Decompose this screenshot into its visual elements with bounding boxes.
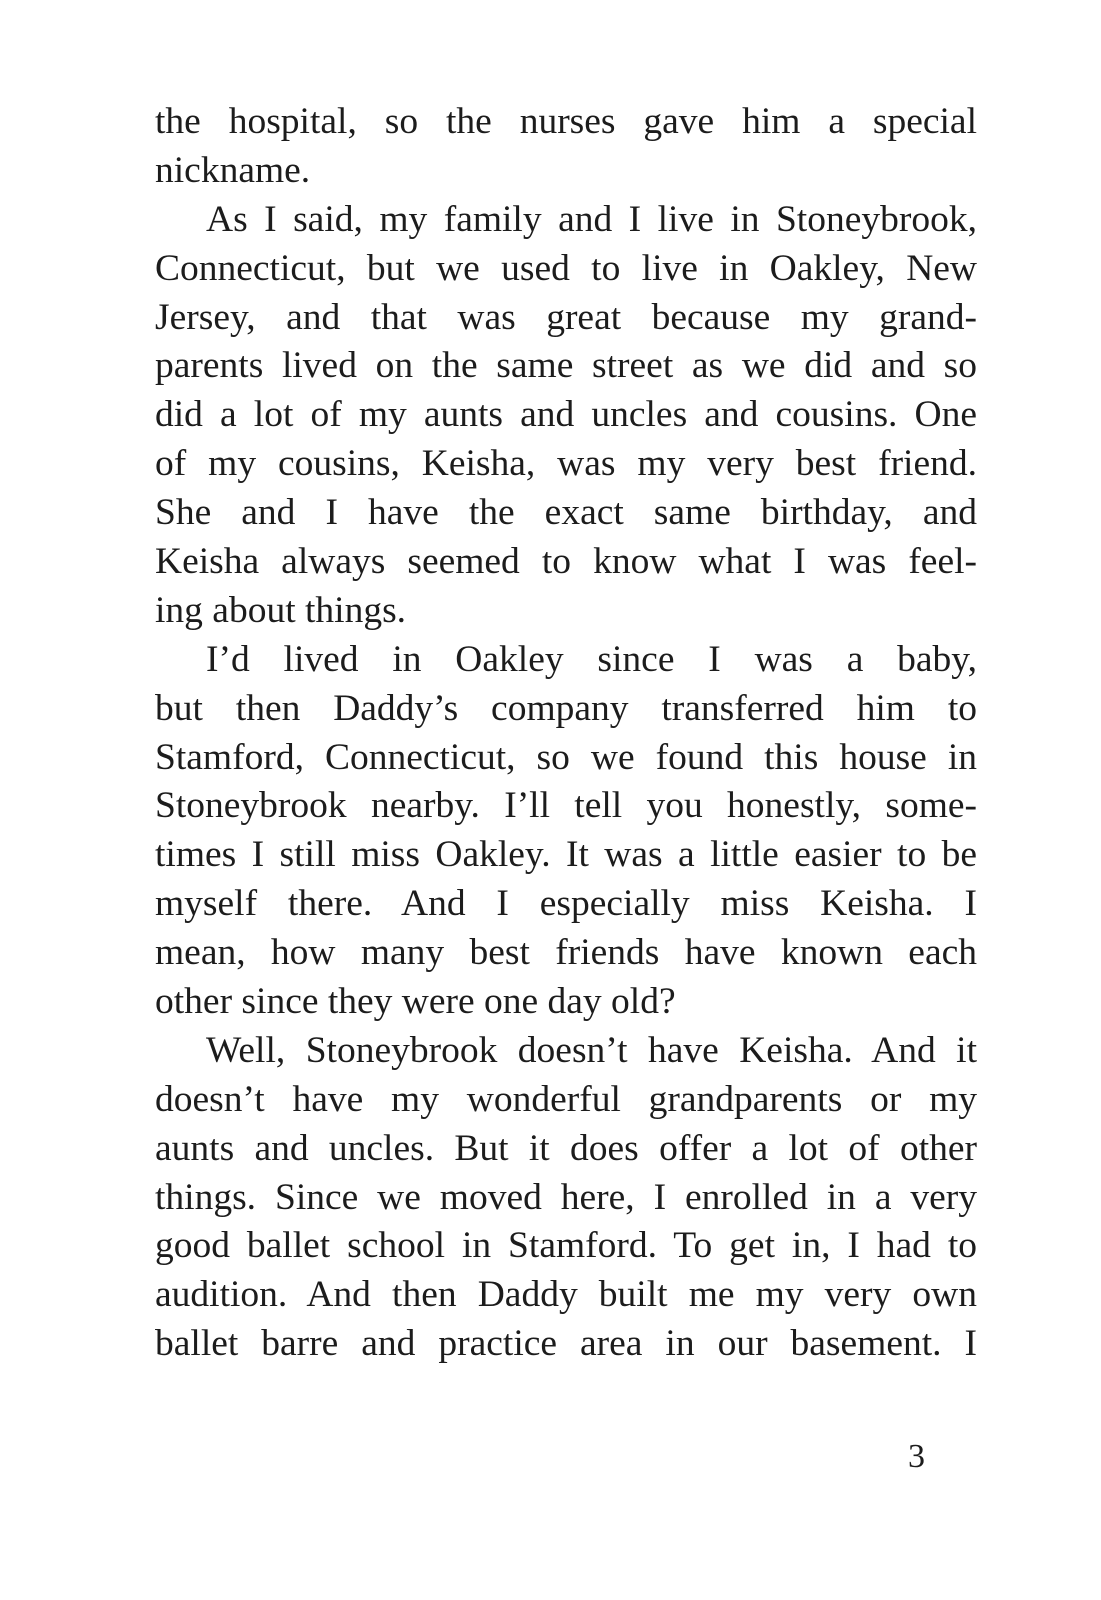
text-line: parents lived on the same street as we did and so	[155, 345, 977, 387]
text-line: ing about things.	[155, 589, 407, 631]
text-line: Stoneybrook nearby. I’ll tell you honestly, some-	[155, 785, 977, 827]
text-line: audition. And then Daddy built me my very own	[155, 1274, 977, 1316]
text-line: Well, Stoneybrook doesn’t have Keisha. And it	[206, 1029, 977, 1071]
text-line: As I said, my family and I live in Stoneybrook,	[206, 198, 977, 240]
text-line: good ballet school in Stamford. To get in, I had to	[155, 1225, 977, 1267]
text-line: mean, how many best friends have known each	[155, 932, 977, 974]
text-line: I’d lived in Oakley since I was a baby,	[206, 638, 977, 680]
page-number: 3	[908, 1438, 925, 1475]
text-line: ballet barre and practice area in our basement. I	[155, 1323, 977, 1365]
text-line: Jersey, and that was great because my grand-	[155, 296, 977, 338]
text-line: other since they were one day old?	[155, 981, 676, 1023]
text-line: doesn’t have my wonderful grandparents or my	[155, 1078, 977, 1120]
text-line: Keisha always seemed to know what I was feel-	[155, 541, 977, 583]
text-line: times I still miss Oakley. It was a little easier to be	[155, 834, 977, 876]
body-text	[155, 98, 977, 1369]
text-line: She and I have the exact same birthday, and	[155, 492, 977, 534]
text-line: of my cousins, Keisha, was my very best friend.	[155, 443, 977, 485]
text-line: aunts and uncles. But it does offer a lot of other	[155, 1127, 977, 1169]
text-line: did a lot of my aunts and uncles and cousins. One	[155, 394, 977, 436]
text-line: myself there. And I especially miss Keisha. I	[155, 883, 977, 925]
text-line: but then Daddy’s company transferred him to	[155, 687, 977, 729]
text-line: the hospital, so the nurses gave him a special	[155, 101, 977, 142]
text-line: Stamford, Connecticut, so we found this house in	[155, 736, 977, 778]
text-line: Connecticut, but we used to live in Oakley, New	[155, 247, 977, 289]
text-line: nickname.	[155, 149, 311, 191]
text-line: things. Since we moved here, I enrolled in a very	[155, 1176, 977, 1218]
